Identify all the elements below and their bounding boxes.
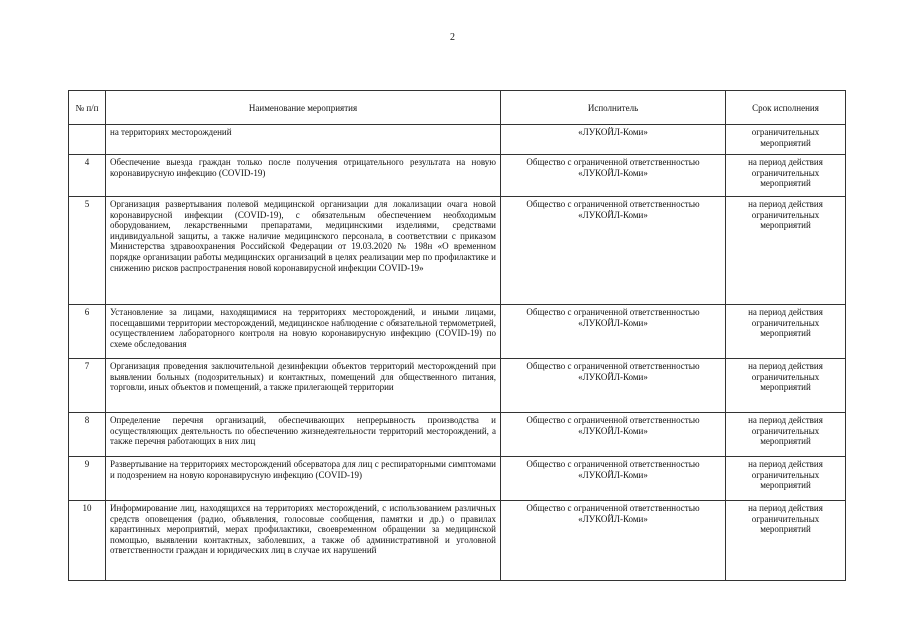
row-term: на период действия ограничительных мероприятий [726, 457, 846, 501]
row-executor: Общество с ограниченной ответственностью «ЛУКОЙЛ-Коми» [501, 305, 726, 359]
row-executor: Общество с ограниченной ответственностью «ЛУКОЙЛ-Коми» [501, 413, 726, 457]
row-executor: Общество с ограниченной ответственностью «ЛУКОЙЛ-Коми» [501, 457, 726, 501]
row-term: на период действия ограничительных мероприятий [726, 305, 846, 359]
row-term: на период действия ограничительных мероприятий [726, 501, 846, 581]
row-number: 8 [69, 413, 106, 457]
row-executor: Общество с ограниченной ответственностью «ЛУКОЙЛ-Коми» [501, 197, 726, 305]
table-row [69, 125, 846, 155]
row-measure-name: Развертывание на территориях месторождений обсерватора для лиц с респираторными симптомами и подозрением на новую коронавирусную инфекцию (COVID-19) [106, 457, 501, 501]
row-number [69, 125, 106, 155]
row-measure-name: Организация развертывания полевой медицинской организации для локализации очага новой коронавирусной инфекции (COVID-19), с обязательным обеспечением необходимым оборудованием, лекарственными препаратами, медицинскими изделиями, средствами индивидуальной защиты, а также наличие медицинского персонала, в соответствии с приказом Министерства здравоохранения Российской Федерации от 19.03.2020 № 198н «О временном порядке организации работы медицинских организаций в целях реализации мер по профилактике и снижению рисков распространения новой коронавирусной инфекции COVID-19» [106, 197, 501, 305]
row-term: на период действия ограничительных мероприятий [726, 359, 846, 413]
row-measure-name: Обеспечение выезда граждан только после получения отрицательного результата на новую коронавирусную инфекцию (COVID-19) [106, 155, 501, 197]
row-number: 6 [69, 305, 106, 359]
row-number: 7 [69, 359, 106, 413]
table-body [69, 125, 846, 581]
row-executor: Общество с ограниченной ответственностью «ЛУКОЙЛ-Коми» [501, 155, 726, 197]
row-term: ограничительных мероприятий [726, 125, 846, 155]
row-measure-name: Информирование лиц, находящихся на территориях месторождений, с использованием различных средств оповещения (радио, объявления, голосовые сообщения, памятки и др.) о правилах карантинных мероприятий, мерах профилактики, своевременном обращении за медицинской помощью, выявлении контактных, заболевших, а также об административной и уголовной ответственности граждан и юридических лиц в случае их нарушений [106, 501, 501, 581]
header-term: Срок исполнения [726, 91, 846, 125]
row-term: на период действия ограничительных мероприятий [726, 197, 846, 305]
row-measure-name: Организация проведения заключительной дезинфекции объектов территорий месторождений при выявлении больных (подозрительных) и контактных, помещений для общественного питания, торговли, иных объектов и помещений, а также прилегающей территории [106, 359, 501, 413]
row-term: на период действия ограничительных мероприятий [726, 155, 846, 197]
table-row [69, 413, 846, 457]
table-row [69, 155, 846, 197]
measures-table [68, 90, 846, 581]
header-num: № п/п [69, 91, 106, 125]
table-row [69, 457, 846, 501]
table-row [69, 359, 846, 413]
row-executor: Общество с ограниченной ответственностью «ЛУКОЙЛ-Коми» [501, 501, 726, 581]
table-row [69, 305, 846, 359]
row-measure-name: Установление за лицами, находящимися на территориях месторождений, и иными лицами, посещавшими территории месторождений, медицинское наблюдение с обязательной термометрией, осуществлением лабораторного контроля на новую коронавирусную инфекцию (COVID-19) по схеме обследования [106, 305, 501, 359]
page-number: 2 [450, 32, 455, 43]
header-name: Наименование мероприятия [106, 91, 501, 125]
row-executor: Общество с ограниченной ответственностью «ЛУКОЙЛ-Коми» [501, 359, 726, 413]
row-number: 4 [69, 155, 106, 197]
row-number: 9 [69, 457, 106, 501]
row-term: на период действия ограничительных мероприятий [726, 413, 846, 457]
header-executor: Исполнитель [501, 91, 726, 125]
row-executor: «ЛУКОЙЛ-Коми» [501, 125, 726, 155]
table-row [69, 197, 846, 305]
table-row [69, 501, 846, 581]
row-measure-name: Определение перечня организаций, обеспечивающих непрерывность производства и осуществляющих деятельность по обеспечению жизнедеятельности территорий месторождений, а также перечня работающих в них лиц [106, 413, 501, 457]
row-number: 5 [69, 197, 106, 305]
table-header-row [69, 91, 846, 125]
row-number: 10 [69, 501, 106, 581]
row-measure-name: на территориях месторождений [106, 125, 501, 155]
